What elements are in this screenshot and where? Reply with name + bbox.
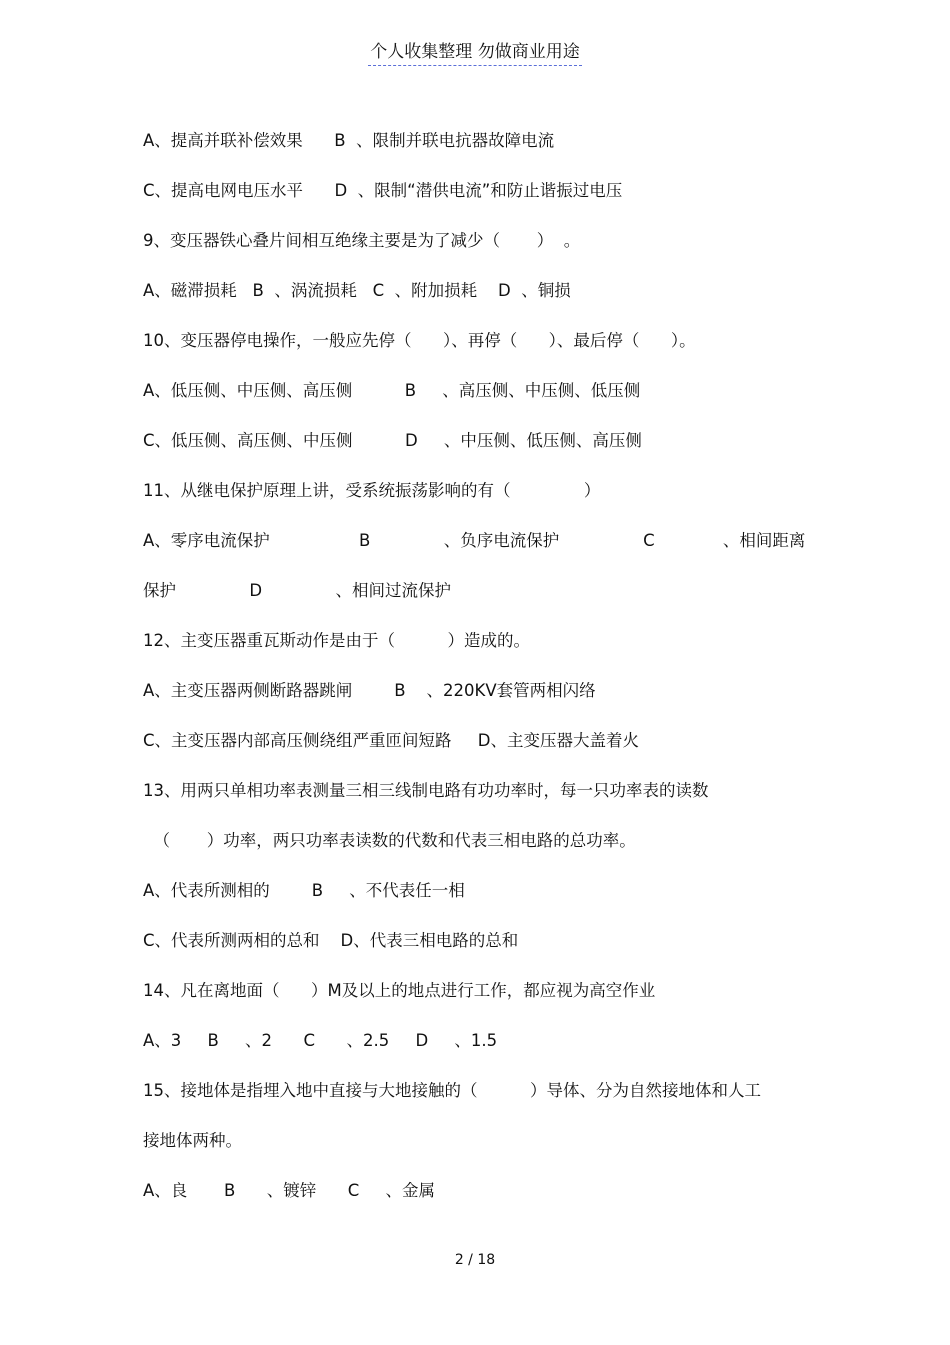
option-line-a-1: A、提高并联补偿效果 B 、限制并联电抗器故障电流 [143,131,555,150]
question-13: 13、用两只单相功率表测量三相三线制电路有功功率时，每一只功率表的读数 [143,781,709,800]
question-12: 12、主变压器重瓦斯动作是由于（ ）造成的。 [143,631,530,650]
question-10: 10、变压器停电操作，一般应先停（ ）、再停（ ）、最后停（ ）。 [143,331,696,350]
question-14: 14、凡在离地面（ ）M及以上的地点进行工作，都应视为高空作业 [143,981,656,1000]
page-header [0,40,950,66]
question-11: 11、从继电保护原理上讲，受系统振荡影响的有（ ） [143,481,601,500]
question-10-options-cd: C、低压侧、高压侧、中压侧 D 、中压侧、低压侧、高压侧 [143,431,642,450]
question-12-options-ab: A、主变压器两侧断路器跳闸 B 、220KV套管两相闪络 [143,681,596,700]
question-13-options-ab: A、代表所测相的 B 、不代表任一相 [143,881,465,900]
question-13-options-cd: C、代表所测两相的总和 D、代表三相电路的总和 [143,931,519,950]
question-9: 9、变压器铁心叠片间相互绝缘主要是为了减少（ ） 。 [143,231,581,250]
question-11-options-abc: A、零序电流保护 B 、负序电流保护 C 、相间距离 [143,531,806,550]
question-12-options-cd: C、主变压器内部高压侧绕组严重匝间短路 D、主变压器大盖着火 [143,731,639,750]
header-title: 个人收集整理 勿做商业用途 [368,40,581,66]
question-15-options: A、良 B 、镀锌 C 、金属 [143,1181,436,1200]
question-15: 15、接地体是指埋入地中直接与大地接触的（ ）导体、分为自然接地体和人工 [143,1081,761,1100]
question-15-continued: 接地体两种。 [143,1131,242,1150]
question-13-continued: （ ）功率，两只功率表读数的代数和代表三相电路的总功率。 [143,831,636,850]
option-line-c-1: C、提高电网电压水平 D 、限制“潜供电流”和防止谐振过电压 [143,181,623,200]
question-9-options: A、磁滞损耗 B 、涡流损耗 C 、附加损耗 D 、铜损 [143,281,571,300]
question-10-options-ab: A、低压侧、中压侧、高压侧 B 、高压侧、中压侧、低压侧 [143,381,641,400]
question-14-options: A、3 B 、2 C 、2.5 D 、1.5 [143,1031,498,1050]
document-body [143,128,823,1228]
question-11-options-d: 保护 D 、相间过流保护 [143,581,452,600]
page-number: 2 / 18 [454,1252,496,1268]
